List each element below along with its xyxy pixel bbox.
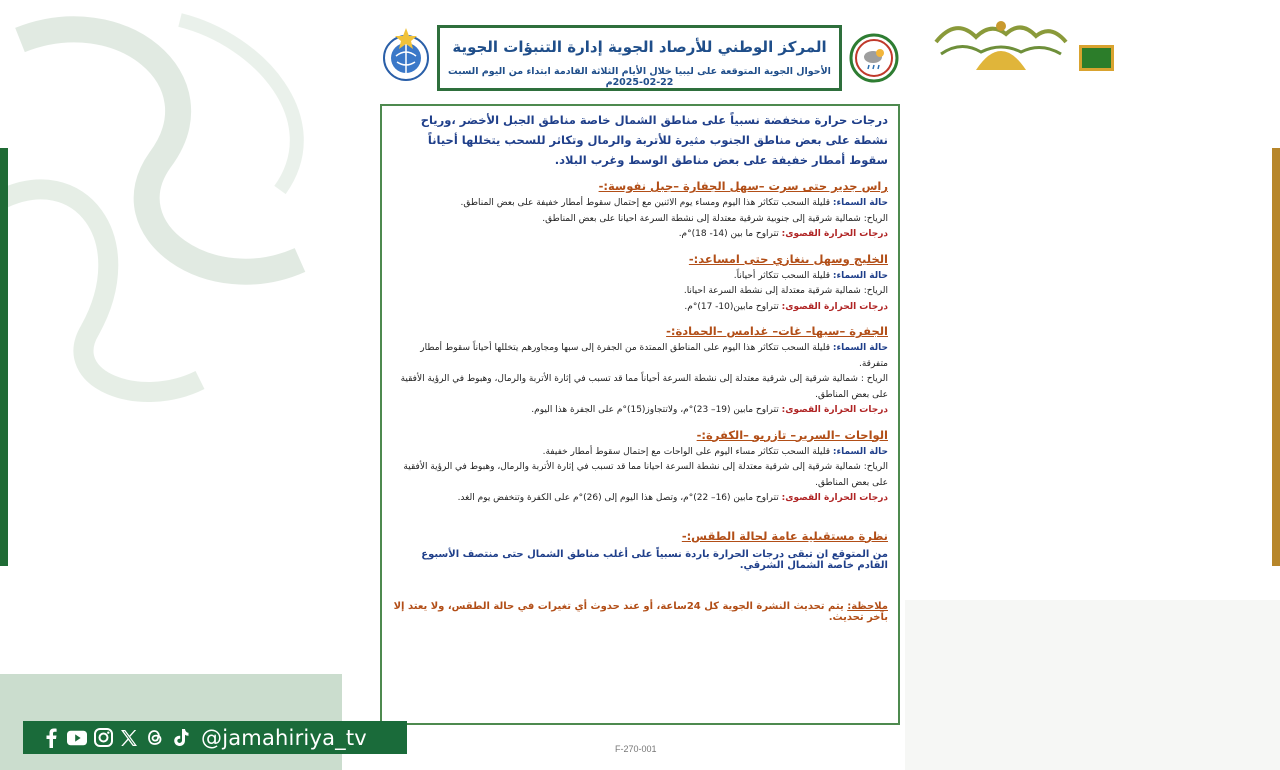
left-accent-bar [0,148,8,566]
region-title: راس جدير حتى سرت –سهل الجفارة –جبل نفوسة:- [598,179,888,193]
region-section [390,324,888,419]
sky-label: حالة السماء: [832,343,888,353]
background-ornament [0,0,360,420]
region-section [390,252,888,316]
region-section [390,179,888,243]
temp-label: درجات الحرارة القصوى: [781,405,888,415]
wind-text: الرياح: شمالية شرقية إلى شرقية معتدلة إلى نشطة السرعة احيانا مما قد تسبب في إثارة الأتربة والرمال، وهبوط في الرؤية الأفقية على بعض المناطق. [403,462,888,488]
youtube-icon[interactable] [67,728,87,748]
temp-label: درجات الحرارة القصوى: [781,493,888,503]
sky-label: حالة السماء: [832,270,888,281]
sky-text: قليلة السحب تتكاثر أحياناً. [733,270,833,281]
temp-text: تتراوح مابين (19– 23)°م، ولاتتجاوز(15)°م على الجفرة هذا اليوم. [531,405,782,415]
wind-text: الرياح: شمالية شرقية إلى جنوبية شرقية معتدلة إلى نشطة السرعة احيانا على بعض المناطق. [542,213,888,224]
temp-label: درجات الحرارة القصوى: [781,229,888,239]
jamahiriya-logo-icon [931,12,1071,74]
sky-label: حالة السماء: [832,198,888,208]
region-title: الجفرة –سبها– غات– غدامس –الحمادة:- [666,324,888,338]
temp-text: تتراوح ما بين (14- 18)°م. [678,229,782,239]
sky-text: قليلة السحب تتكاثر مساء اليوم على الواحات مع إحتمال سقوط أمطار خفيفة. [542,446,833,457]
sky-text: قليلة السحب تتكاثر هذا اليوم على المناطق الممتدة من الجفرة إلى سبها ومجاورهم يتخللها أحياناً سقوط أمطار متفرقة. [420,343,888,369]
wind-text: الرياح : شمالية شرقية إلى شرقية معتدلة إلى نشطة السرعة أحياناً مما قد تسبب في إثارة الأتربة والرمال، وهبوط في الرؤية الأفقية على بعض المناطق. [400,374,888,400]
temp-text: تتراوح مابين(10- 17)°م. [684,301,782,312]
temp-text: تتراوح مابين (16– 22)°م، وتصل هذا اليوم إلى (26)°م على الكفرة وتنخفض يوم الغد. [457,493,782,503]
instagram-icon[interactable] [93,728,113,748]
bulletin-title-box [437,25,842,91]
temp-label: درجات الحرارة القصوى: [781,301,888,312]
forecast-intro: درجات حرارة منخفضة نسبياً على مناطق الشمال خاصة مناطق الجبل الأخضر ،ورياح نشطة على بعض مناطق الجنوب مثيرة للأتربة والرمال وتكاثر للسحب يتخللها أحياناً سقوط أمطار خفيفة على بعض مناطق الوسط وغرب البلاد. [420,113,888,167]
forecast-document [380,104,900,725]
social-handle[interactable]: @jamahiriya_tv [201,725,367,750]
bulletin-subtitle: الأحوال الجوية المتوقعة على ليبيا خلال الأيام الثلاثة القادمة ابتداء من اليوم السبت 22-02-2025م [448,66,831,88]
social-bar [23,721,407,754]
flag-icon [1079,45,1114,71]
note-label: ملاحظة: [847,600,888,612]
facebook-icon[interactable] [41,728,61,748]
region-section [390,428,888,507]
right-accent-bar [1272,148,1280,566]
wind-text: الرياح: شمالية شرقية معتدلة إلى نشطة السرعة احيانا. [683,286,888,296]
ncm-logo-icon [849,33,899,83]
bulletin-title: المركز الوطني للأرصاد الجوية إدارة التنبؤات الجوية [452,38,827,56]
tiktok-icon[interactable] [171,728,191,748]
region-title: الخليج وسهل بنغازي حتى امساعد:- [688,251,888,266]
region-title: الواحات –السرير– تازربو –الكفرة:- [696,427,888,442]
outlook-title: نظرة مستقبلية عامة لحالة الطقس:- [681,528,888,543]
threads-icon[interactable] [145,728,165,748]
note-text: يتم تحديث النشرة الجوية كل 24ساعة، أو عند حدوث أي تغيرات في حالة الطقس، ولا يعتد إلا بآخر تحديث. [393,600,888,623]
bottom-right-panel [905,600,1280,770]
wmo-logo-icon [377,26,435,84]
x-icon[interactable] [119,728,139,748]
outlook-text: من المتوقع ان تبقى درجات الحرارة باردة نسبياً على أغلب مناطق الشمال حتى منتصف الأسبوع القادم خاصة الشمال الشرقي. [421,548,888,571]
document-code: F-270-001 [615,744,657,754]
sky-text: قليلة السحب تتكاثر هذا اليوم ومساء يوم الاثنين مع إحتمال سقوط أمطار خفيفة على بعض المناطق. [460,198,833,208]
sky-label: حالة السماء: [832,446,888,457]
